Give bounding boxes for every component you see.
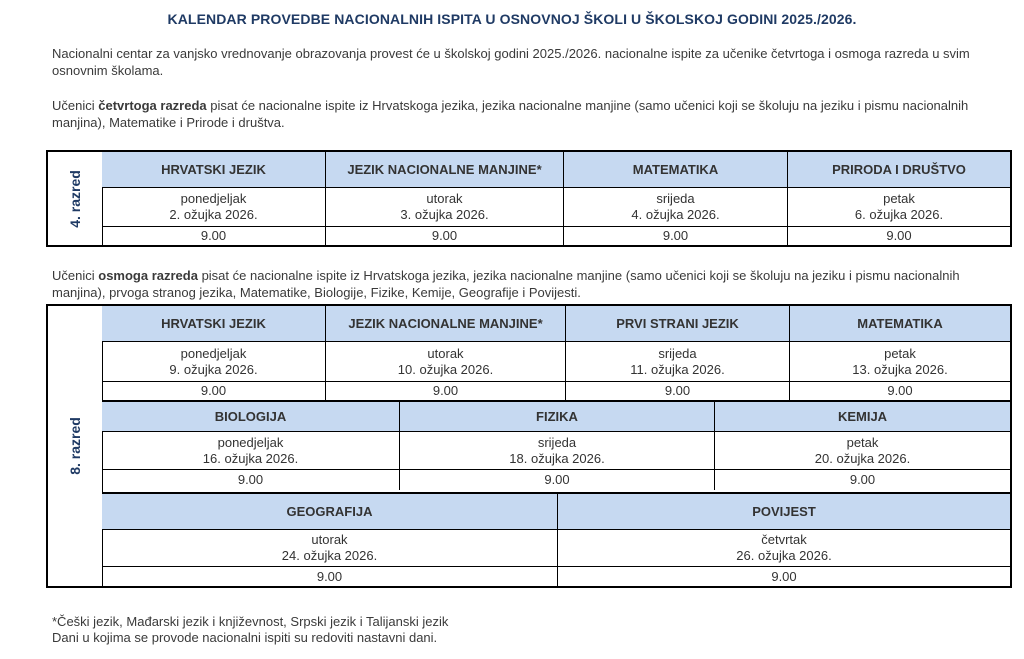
grade8-time: 9.00: [771, 568, 797, 584]
exam-date: 26. ožujka 2026.: [736, 548, 832, 563]
grade8-time: 9.00: [887, 383, 913, 398]
grade8-date-cell: [102, 530, 558, 567]
grade4-date-cell: [788, 188, 1010, 227]
exam-date: 18. ožujka 2026.: [509, 450, 605, 466]
exam-day: srijeda: [658, 345, 697, 361]
exam-day: utorak: [311, 532, 348, 547]
grade8-table: [46, 304, 1012, 588]
exam-day: petak: [883, 191, 915, 206]
grade4-grid: [102, 152, 1010, 245]
grade4-intro-pre: Učenici: [52, 98, 99, 113]
grade8-date-cell: [326, 342, 566, 382]
grade4-subject: HRVATSKI JEZIK: [102, 152, 326, 188]
grade8-intro-pre: Učenici: [52, 268, 99, 283]
grade8-intro: [52, 267, 1002, 301]
grade4-subject: JEZIK NACIONALNE MANJINE*: [326, 152, 564, 188]
grade8-subject: PRVI STRANI JEZIK: [566, 306, 790, 342]
grade8-date-cell: [566, 342, 790, 382]
grade8-intro-post: pisat će nacionalne ispite iz Hrvatskoga jezika, jezika nacionalne manjine (samo učenici koji se školuju na jeziku i pismu nacionalnih manjina), prvoga stranog jezika, Matematike, Biologije, Fizike, Kemije, Geografije i Povijesti.: [52, 268, 960, 300]
grade8-subject: BIOLOGIJA: [102, 402, 400, 432]
grade8-subject: POVIJEST: [558, 494, 1010, 530]
exam-day: utorak: [427, 345, 464, 361]
grade8-subject: JEZIK NACIONALNE MANJINE*: [326, 306, 566, 342]
grade4-time: 9.00: [102, 227, 326, 245]
exam-day: petak: [846, 434, 879, 450]
exam-date: 24. ožujka 2026.: [281, 548, 378, 563]
grade4-date-cell: [564, 188, 788, 227]
grade4-date-cell: [102, 188, 326, 227]
exam-date: 2. ožujka 2026.: [169, 207, 258, 222]
grade4-intro-post: pisat će nacionalne ispite iz Hrvatskoga jezika, jezika nacionalne manjine (samo učenici koji se školuju na jeziku i pismu nacionalnih manjina), Matematike i Prirode i društva.: [52, 98, 969, 130]
grade8-time: 9.00: [102, 470, 400, 490]
exam-date: 6. ožujka 2026.: [854, 207, 944, 222]
grade8-subject: KEMIJA: [715, 402, 1010, 432]
grade4-intro-bold: četvrtoga razreda: [98, 98, 207, 113]
grade8-date-cell: [400, 432, 715, 470]
exam-date: 10. ožujka 2026.: [397, 361, 494, 377]
exam-day: utorak: [426, 191, 463, 206]
footnote-regular-days: Dani u kojima se provode nacionalni ispiti su redoviti nastavni dani.: [52, 630, 438, 645]
grade8-subject: MATEMATIKA: [790, 306, 1010, 342]
grade4-subject: MATEMATIKA: [564, 152, 788, 188]
exam-date: 20. ožujka 2026.: [814, 450, 911, 466]
exam-day: srijeda: [537, 434, 577, 450]
grade8-subject: HRVATSKI JEZIK: [102, 306, 326, 342]
grade4-subject: PRIRODA I DRUŠTVO: [788, 152, 1010, 188]
exam-date: 9. ožujka 2026.: [169, 361, 258, 377]
grade8-side-label: [48, 306, 103, 586]
grade4-side-label: [48, 152, 103, 245]
grade8-time: 9.00: [400, 470, 715, 490]
grade8-row2-grid: [102, 402, 1010, 494]
exam-date: 11. ožujka 2026.: [630, 361, 725, 377]
exam-day: ponedjeljak: [180, 345, 247, 361]
grade8-date-cell: [102, 432, 400, 470]
exam-date: 13. ožujka 2026.: [852, 361, 948, 377]
exam-day: srijeda: [656, 191, 695, 206]
grade4-intro: [52, 97, 1002, 131]
grade8-date-cell: [790, 342, 1010, 382]
grade8-subject: GEOGRAFIJA: [102, 494, 558, 530]
grade8-time: 9.00: [102, 382, 326, 400]
grade4-label: 4. razred: [67, 169, 83, 228]
grade8-date-cell: [102, 342, 326, 382]
grade4-table: [46, 150, 1012, 247]
exam-date: 3. ožujka 2026.: [400, 207, 489, 222]
grade8-time: 9.00: [849, 472, 876, 487]
grade8-label: 8. razred: [67, 417, 83, 475]
exam-date: 16. ožujka 2026.: [202, 450, 299, 466]
exam-date: 4. ožujka 2026.: [631, 207, 720, 222]
intro-paragraph: Nacionalni centar za vanjsko vrednovanje obrazovanja provest će u školskoj godini 2025./2026. nacionalne ispite za učenike četvrtoga i osmoga razreda u svim osnovnim školama.: [52, 46, 970, 78]
grade8-intro-bold: osmoga razreda: [98, 268, 198, 283]
grade8-subject: FIZIKA: [400, 402, 715, 432]
grade8-time: 9.00: [326, 382, 566, 400]
grade8-row3-grid: [102, 494, 1010, 586]
grade8-date-cell: [558, 530, 1010, 567]
grade8-time: 9.00: [102, 567, 558, 586]
footnote-languages: *Češki jezik, Mađarski jezik i književnost, Srpski jezik i Talijanski jezik: [52, 614, 449, 629]
exam-day: petak: [884, 345, 916, 361]
exam-day: ponedjeljak: [217, 434, 284, 450]
grade8-date-cell: [715, 432, 1010, 470]
exam-day: četvrtak: [761, 532, 807, 547]
grade4-time: 9.00: [886, 228, 912, 243]
grade4-time: 9.00: [564, 227, 788, 245]
exam-day: ponedjeljak: [180, 191, 247, 206]
grade8-time: 9.00: [566, 382, 790, 400]
page-title: KALENDAR PROVEDBE NACIONALNIH ISPITA U OSNOVNOJ ŠKOLI U ŠKOLSKOJ GODINI 2025./2026.: [167, 11, 857, 27]
grade8-row1-grid: [102, 306, 1010, 402]
grade4-time: 9.00: [326, 227, 564, 245]
grade4-date-cell: [326, 188, 564, 227]
